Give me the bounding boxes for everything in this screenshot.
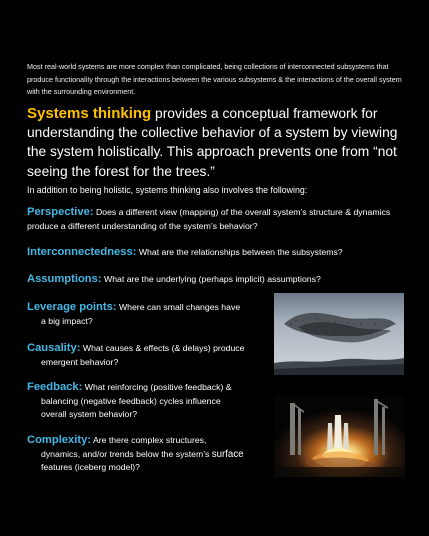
assumptions-term: Assumptions: [27,273,102,285]
feedback-item [27,381,247,422]
interconnectedness-term: Interconnectedness: [27,246,137,258]
starling-murmuration-image [274,293,404,375]
rocket-launch-image [274,395,405,477]
leverage-points-description: Where can small changes have a big impact? [41,302,241,326]
perspective-term: Perspective: [27,206,94,218]
interconnectedness-item [27,246,407,260]
leverage-points-item [27,301,247,328]
transition-line: In addition to being holistic, systems thinking also involves the following: [27,185,308,195]
headline-paragraph [27,104,412,181]
complexity-suffix: features (iceberg model)? [41,462,140,472]
starling-murmuration-photo [274,293,404,375]
intro-paragraph: Most real-world systems are more complex than complicated, being collections of interconnected subsystems that produce functionality through the interactions between the various subsystems & the interactions of the overall system with the surrounding environment. [27,62,402,96]
causality-item [27,342,247,369]
surface-word: surface [211,448,244,460]
feedback-description: What reinforcing (positive feedback) & balancing (negative feedback) cycles influence overall system behavior? [41,382,232,419]
complexity-description: Are there complex structures, dynamics, and/or trends below the system’s [41,435,210,459]
causality-term: Causality: [27,342,81,354]
complexity-term: Complexity: [27,434,92,446]
headline-text: provides a conceptual framework for understanding the collective behavior of a system by viewing the system holistically. This approach prevents one from “not seeing the forest for the trees.” [27,106,398,179]
perspective-description: Does a different view (mapping) of the overall system’s structure & dynamics produce a different understanding of the system’s behavior? [27,207,391,231]
perspective-item [27,206,407,233]
assumptions-description: What are the underlying (perhaps implicit) assumptions? [101,274,321,284]
assumptions-item [27,273,407,287]
rocket-launch-photo [274,395,405,477]
systems-thinking-term: Systems thinking [27,105,152,122]
causality-description: What causes & effects (& delays) produce emergent behavior? [41,343,245,367]
leverage-points-term: Leverage points: [27,301,117,313]
feedback-term: Feedback: [27,381,83,393]
interconnectedness-description: What are the relationships between the subsystems? [136,247,343,257]
complexity-item [27,434,247,475]
